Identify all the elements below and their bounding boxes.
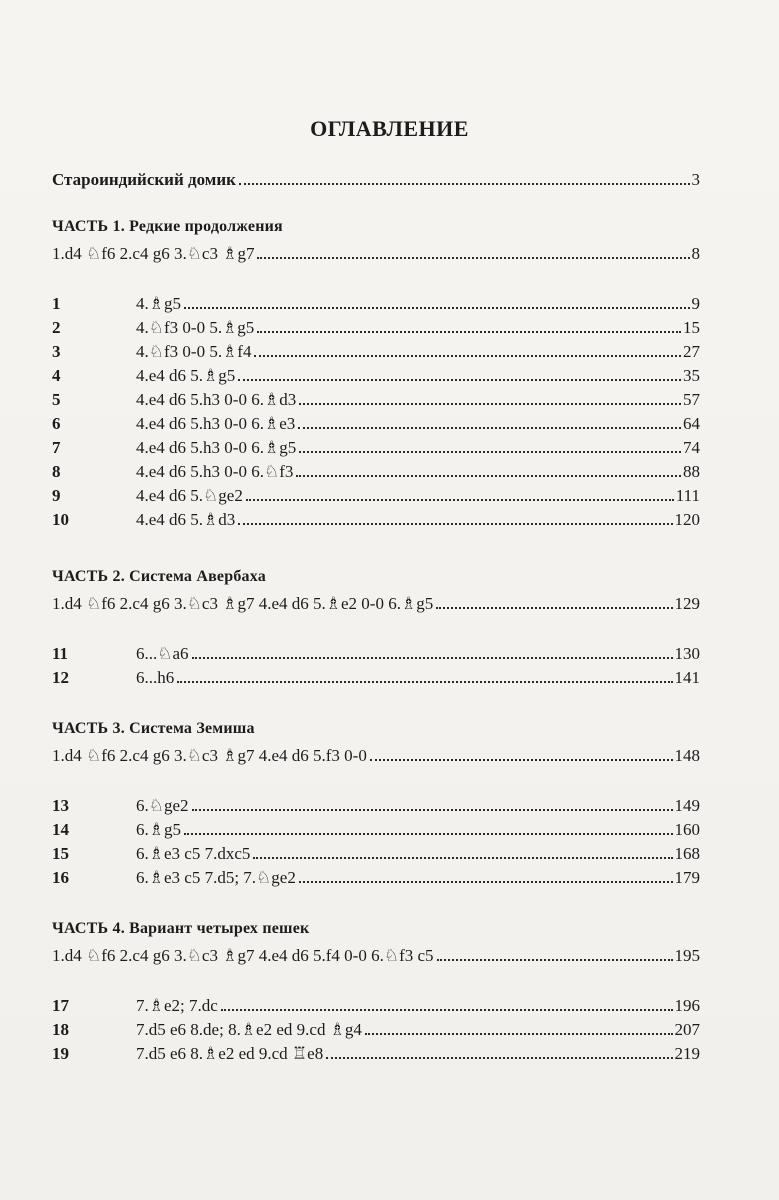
toc-chapter-entry[interactable] [52,640,700,664]
chapter-number: 14 [52,820,69,839]
chapter-number: 2 [52,318,61,337]
toc-entry-text: 4.e4 d6 5.♘ge2 [136,486,243,505]
dot-leader [299,403,681,405]
chapter-number: 3 [52,342,61,361]
toc-chapter-entry[interactable] [52,290,700,314]
chapter-number: 1 [52,294,61,313]
chapter-number: 17 [52,996,69,1015]
toc-chapter-entry[interactable] [52,1016,700,1040]
toc-page-number: 141 [674,668,700,687]
chapter-number: 5 [52,390,61,409]
toc-entry-text: 6.♗e3 c5 7.d5; 7.♘ge2 [136,868,296,887]
dot-leader [326,1057,672,1059]
toc-chapter-entry[interactable] [52,1040,700,1064]
chapter-number: 18 [52,1020,69,1039]
chapter-number: 16 [52,868,69,887]
toc-chapter-entry[interactable] [52,410,700,434]
toc-page-number: 196 [674,996,700,1015]
toc-page-number: 3 [691,170,700,189]
toc-intro-entry[interactable] [52,166,700,190]
dot-leader [221,1009,673,1011]
toc-entry-text: 1.d4 ♘f6 2.c4 g6 3.♘c3 ♗g7 [52,244,255,263]
toc-entry-text: 1.d4 ♘f6 2.c4 g6 3.♘c3 ♗g7 4.e4 d6 5.f4 0-0 6.♘f3 c5 [52,946,434,965]
toc-page-number: 57 [683,390,700,409]
chapter-number: 11 [52,644,69,663]
toc-page-number: 74 [683,438,700,457]
dot-leader [299,451,681,453]
toc-page-number: 160 [674,820,700,839]
chapter-number: 8 [52,462,61,481]
toc-page-number: 195 [674,946,700,965]
toc-page-number: 64 [683,414,700,433]
toc-page-number: 129 [674,594,700,613]
dot-leader [177,681,672,683]
toc-page-number: 15 [683,318,700,337]
dot-leader [299,881,673,883]
dot-leader [257,331,681,333]
chapter-number: 10 [52,510,69,529]
toc-page-number: 88 [683,462,700,481]
part-main-line[interactable] [52,590,700,614]
part-heading: ЧАСТЬ 1. Редкие продолжения [52,218,283,235]
dot-leader [184,833,673,835]
toc-entry-text: 1.d4 ♘f6 2.c4 g6 3.♘c3 ♗g7 4.e4 d6 5.f3 0-0 [52,746,367,765]
toc-entry-text: 4.e4 d6 5.♗d3 [136,510,236,529]
dot-leader [238,379,681,381]
chapter-number: 13 [52,796,69,815]
chapter-number: 15 [52,844,69,863]
chapter-number: 12 [52,668,69,687]
toc-entry-text: 4.♘f3 0-0 5.♗g5 [136,318,255,337]
toc-entry-text: 4.e4 d6 5.h3 0-0 6.♗d3 [136,390,297,409]
chapter-number: 4 [52,366,61,385]
part-heading: ЧАСТЬ 2. Система Авербаха [52,568,266,585]
chapter-number: 9 [52,486,61,505]
part-main-line[interactable] [52,742,700,766]
toc-page-number: 149 [674,796,700,815]
dot-leader [192,809,673,811]
chapter-number: 7 [52,438,61,457]
chapter-number: 19 [52,1044,69,1063]
dot-leader [192,657,673,659]
dot-leader [437,959,673,961]
toc-entry-text: 4.♗g5 [136,294,181,313]
chapter-number: 6 [52,414,61,433]
dot-leader [239,183,690,185]
page-title: ОГЛАВЛЕНИЕ [310,116,469,141]
toc-entry-text: 4.e4 d6 5.♗g5 [136,366,236,385]
toc-page-number: 168 [674,844,700,863]
toc-chapter-entry[interactable] [52,434,700,458]
toc-chapter-entry[interactable] [52,386,700,410]
toc-entry-text: 6...♘a6 [136,644,189,663]
toc-chapter-entry[interactable] [52,482,700,506]
part-heading: ЧАСТЬ 4. Вариант четырех пешек [52,920,310,937]
toc-entry-text: Староиндийский домик [52,170,236,189]
toc-entry-text: 4.e4 d6 5.h3 0-0 6.♗g5 [136,438,297,457]
dot-leader [184,307,690,309]
toc-page-number: 9 [691,294,700,313]
part-main-line[interactable] [52,942,700,966]
toc-page-number: 219 [674,1044,700,1063]
toc-entry-text: 7.d5 e6 8.♗e2 ed 9.cd ♖e8 [136,1044,324,1063]
toc-entry-text: 4.♘f3 0-0 5.♗f4 [136,342,252,361]
toc-entry-text: 1.d4 ♘f6 2.c4 g6 3.♘c3 ♗g7 4.e4 d6 5.♗e2 0-0 6.♗g5 [52,594,434,613]
toc-chapter-entry[interactable] [52,792,700,816]
toc-page-number: 27 [683,342,700,361]
dot-leader [296,475,681,477]
toc-chapter-entry[interactable] [52,992,700,1016]
dot-leader [246,499,674,501]
dot-leader [238,523,672,525]
dot-leader [298,427,681,429]
toc-chapter-entry[interactable] [52,458,700,482]
toc-entry-text: 6.♘ge2 [136,796,189,815]
toc-entry-text: 7.d5 e6 8.de; 8.♗e2 ed 9.cd ♗g4 [136,1020,362,1039]
toc-page-number: 120 [674,510,700,529]
toc-page-number: 8 [691,244,700,263]
dot-leader [365,1033,673,1035]
toc-page-number: 35 [683,366,700,385]
toc-entry-text: 6.♗e3 c5 7.dxc5 [136,844,251,863]
dot-leader [254,355,681,357]
toc-chapter-entry[interactable] [52,362,700,386]
toc-chapter-entry[interactable] [52,338,700,362]
toc-entry-text: 4.e4 d6 5.h3 0-0 6.♗e3 [136,414,296,433]
toc-chapter-entry[interactable] [52,864,700,888]
part-main-line[interactable] [52,240,700,264]
toc-page-number: 111 [675,486,700,505]
toc-entry-text: 4.e4 d6 5.h3 0-0 6.♘f3 [136,462,294,481]
toc-entry-text: 6...h6 [136,668,175,687]
toc-page-number: 130 [674,644,700,663]
dot-leader [370,759,673,761]
toc-page-number: 207 [674,1020,700,1039]
toc-entry-text: 7.♗e2; 7.dc [136,996,218,1015]
toc-chapter-entry[interactable] [52,664,700,688]
dot-leader [253,857,672,859]
toc-chapter-entry[interactable] [52,840,700,864]
toc-chapter-entry[interactable] [52,816,700,840]
toc-chapter-entry[interactable] [52,506,700,530]
toc-page-number: 179 [674,868,700,887]
dot-leader [257,257,689,259]
dot-leader [436,607,672,609]
toc-page-number: 148 [674,746,700,765]
toc-entry-text: 6.♗g5 [136,820,181,839]
part-heading: ЧАСТЬ 3. Система Земиша [52,720,255,737]
toc-chapter-entry[interactable] [52,314,700,338]
